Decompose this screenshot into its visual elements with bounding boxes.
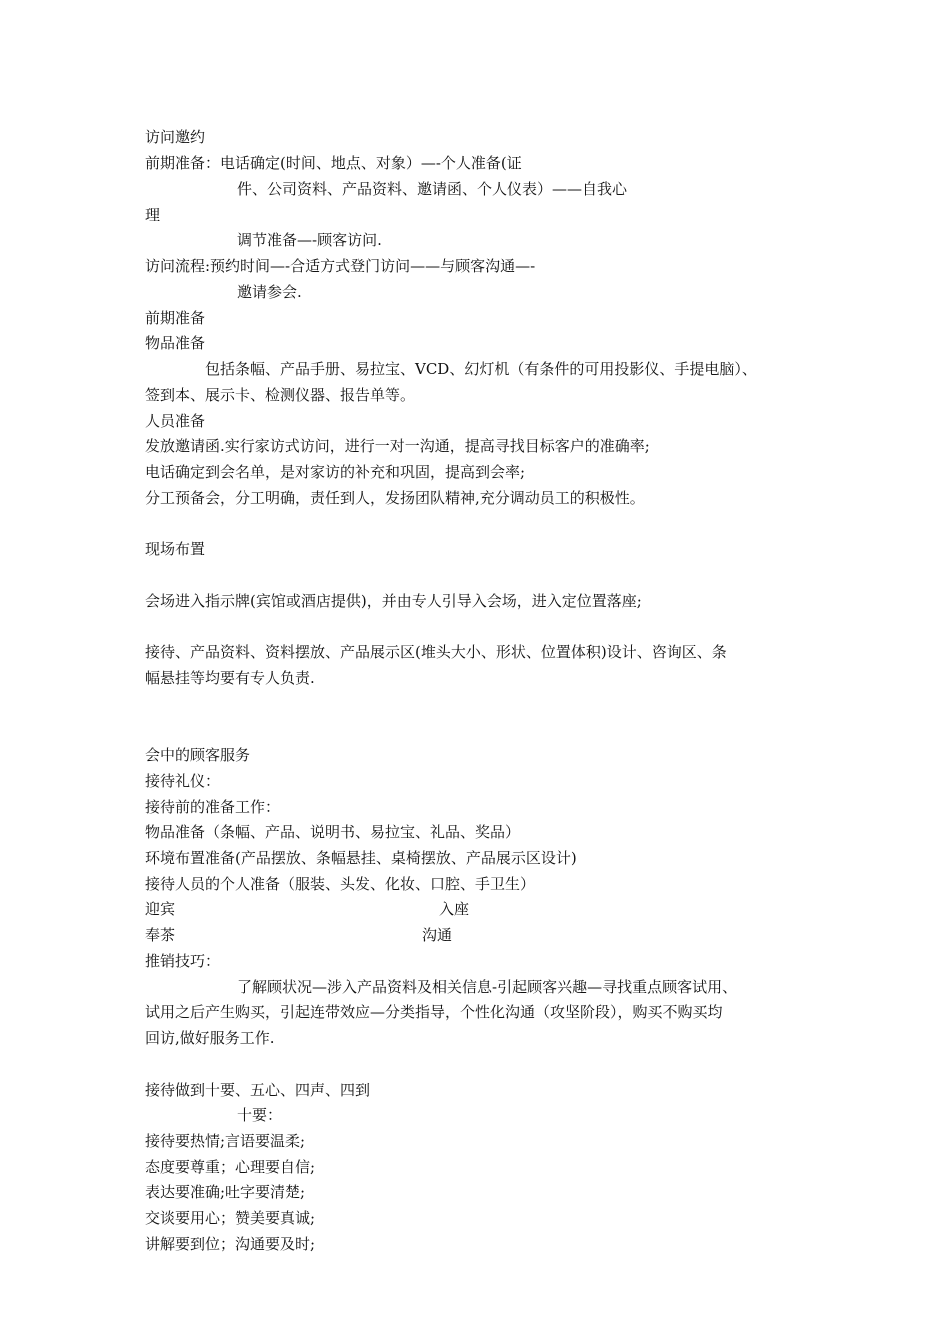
- text-communicate: 沟通: [422, 926, 453, 944]
- text-line: 接待、产品资料、资料摆放、产品展示区(堆头大小、形状、位置体积)设计、咨询区、条: [145, 643, 727, 661]
- text-line: 电话确定到会名单，是对家访的补充和巩固，提高到会率;: [145, 463, 526, 481]
- text-line: 理: [145, 206, 161, 224]
- text-line: 交谈要用心；赞美要真诚;: [145, 1209, 316, 1227]
- text-line: 幅悬挂等均要有专人负责.: [145, 669, 315, 687]
- text-line: 态度要尊重；心理要自信;: [145, 1158, 316, 1176]
- heading-visit-invitation: 访问邀约: [145, 128, 206, 146]
- heading-preparation: 前期准备: [145, 309, 206, 327]
- heading-ten-musts: 十要：: [237, 1106, 283, 1124]
- heading-item-preparation: 物品准备: [145, 334, 206, 352]
- text-welcome: 迎宾: [145, 900, 176, 918]
- text-line: 调节准备—-顾客访问.: [237, 231, 382, 249]
- text-line: 包括条幅、产品手册、易拉宝、VCD、幻灯机（有条件的可用投影仪、手提电脑）、: [205, 360, 757, 378]
- text-line: 表达要准确;吐字要清楚;: [145, 1183, 306, 1201]
- heading-reception-rules: 接待做到十要、五心、四声、四到: [145, 1081, 371, 1099]
- heading-reception-prep: 接待前的准备工作：: [145, 798, 281, 816]
- text-line: 回访,做好服务工作.: [145, 1029, 275, 1047]
- text-line: 试用之后产生购买，引起连带效应—分类指导，个性化沟通（攻坚阶段），购买不购买均: [145, 1003, 723, 1021]
- heading-reception-etiquette: 接待礼仪：: [145, 772, 221, 790]
- text-line: 访问流程:预约时间—-合适方式登门访问——与顾客沟通—-: [145, 257, 536, 275]
- text-line: 了解顾状况—涉入产品资料及相关信息-引起顾客兴趣—寻找重点顾客试用、: [237, 978, 738, 996]
- text-line: 邀请参会.: [237, 283, 302, 301]
- text-line: 件、公司资料、产品资料、邀请函、个人仪表）——自我心: [237, 180, 628, 198]
- text-line: 前期准备：电话确定(时间、地点、对象）—-个人准备(证: [145, 154, 522, 172]
- text-seating: 入座: [439, 900, 470, 918]
- text-line: 签到本、展示卡、检测仪器、报告单等。: [145, 386, 416, 404]
- text-line: 环境布置准备(产品摆放、条幅悬挂、桌椅摆放、产品展示区设计): [145, 849, 577, 867]
- text-line: 物品准备（条幅、产品、说明书、易拉宝、礼品、奖品）: [145, 823, 521, 841]
- text-line: 讲解要到位；沟通要及时;: [145, 1235, 316, 1253]
- heading-venue-setup: 现场布置: [145, 540, 206, 558]
- text-line: 分工预备会，分工明确，责任到人，发扬团队精神,充分调动员工的积极性。: [145, 489, 645, 507]
- text-serve-tea: 奉茶: [145, 926, 176, 944]
- heading-sales-skills: 推销技巧：: [145, 952, 221, 970]
- heading-customer-service: 会中的顾客服务: [145, 746, 251, 764]
- text-line: 会场进入指示牌(宾馆或酒店提供)，并由专人引导入会场，进入定位置落座;: [145, 592, 642, 610]
- heading-staff-preparation: 人员准备: [145, 412, 206, 430]
- text-line: 接待要热情;言语要温柔;: [145, 1132, 306, 1150]
- text-line: 接待人员的个人准备（服装、头发、化妆、口腔、手卫生）: [145, 875, 536, 893]
- text-line: 发放邀请函.实行家访式访问，进行一对一沟通，提高寻找目标客户的准确率;: [145, 437, 650, 455]
